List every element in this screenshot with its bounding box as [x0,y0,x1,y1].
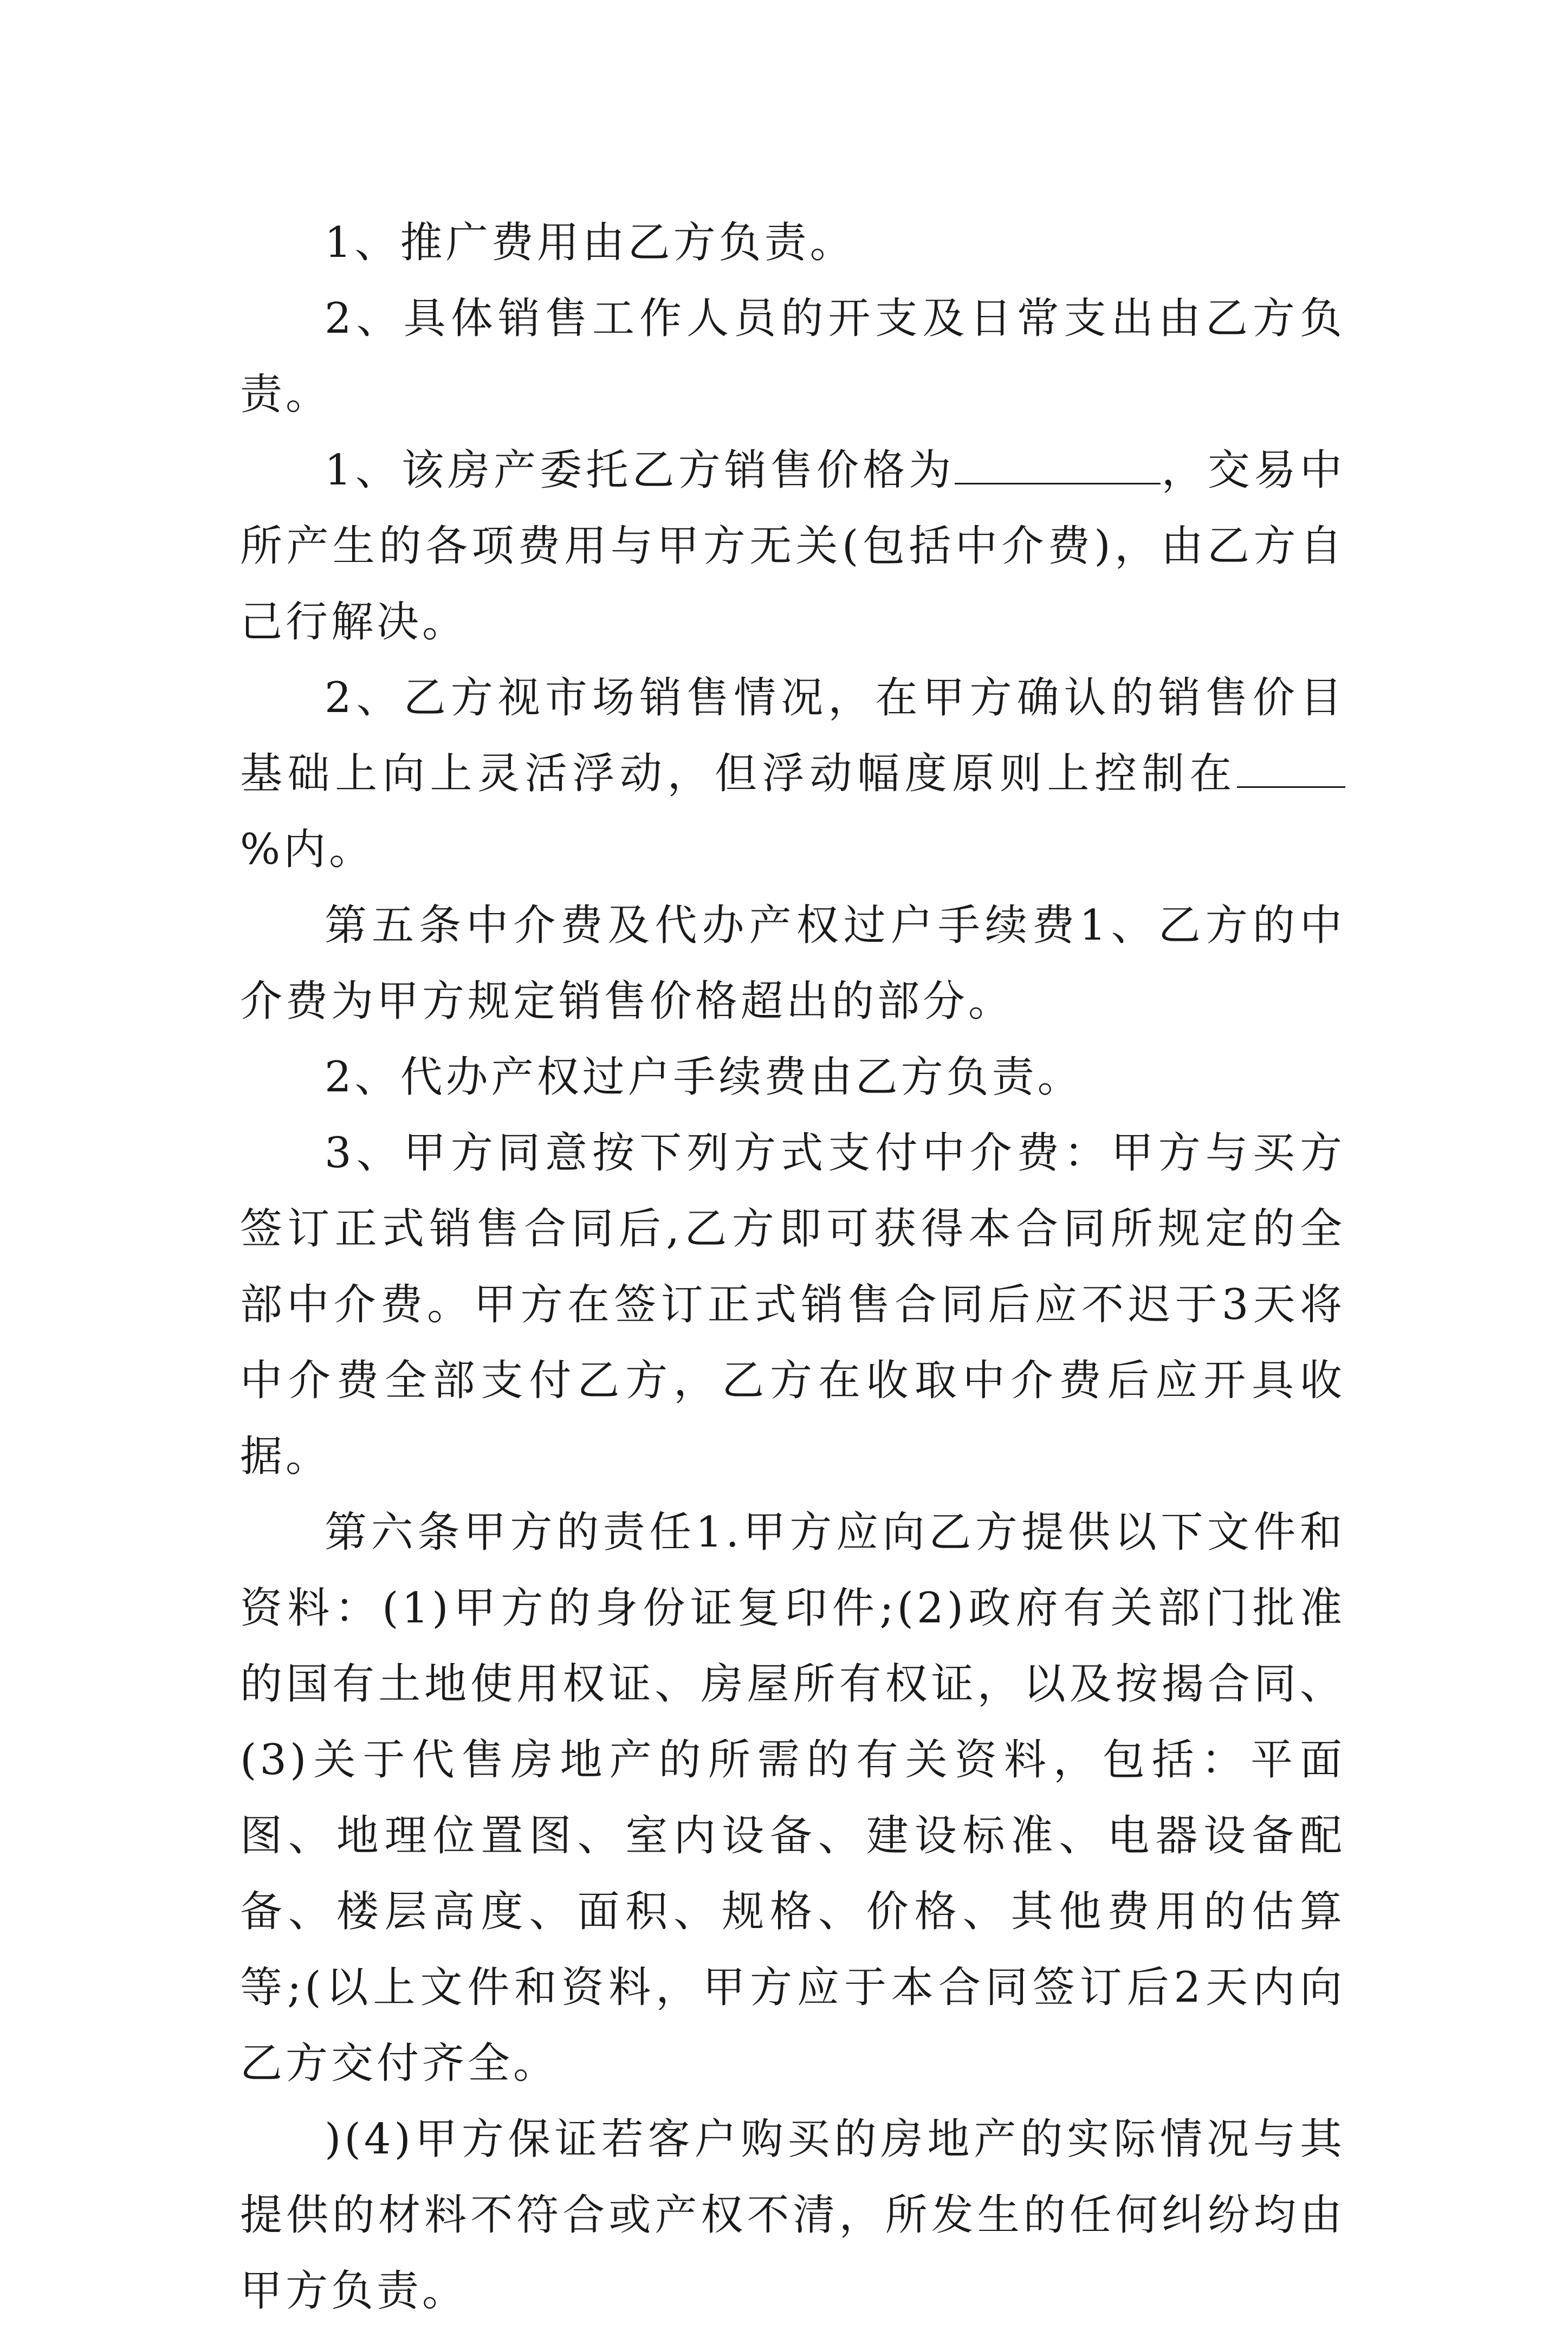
paragraph-sale-price-before: 1、该房产委托乙方销售价格为 [325,446,955,495]
paragraph-price-float-before: 2、乙方视市场销售情况，在甲方确认的销售价目基础上向上灵活浮动，但浮动幅度原则上控制在 [240,674,1345,798]
paragraph-promotion-fee: 1、推广费用由乙方负责。 [325,218,856,267]
paragraph-staff-expenses: 2、具体销售工作人员的开支及日常支出由乙方负责。 [240,294,1345,419]
percent-blank-line [1237,751,1345,788]
paragraph-price-float-after: %内。 [240,825,375,874]
price-blank-line [955,447,1161,484]
paragraph-sale-price [240,432,1345,660]
paragraph-article-6: 第六条甲方的责任1.甲方应向乙方提供以下文件和资料：(1)甲方的身份证复印件;(2)政府有关部门批准的国有土地使用权证、房屋所有权证，以及按揭合同、(3)关于代售房地产的所需的有关资料，包括：平面图、地理位置图、室内设备、建设标准、电器设备配备、楼层高度、面积、规格、价格、其他费用的估算等;(以上文件和资料，甲方应于本合同签订后2天内向乙方交付齐全。 [240,1508,1345,2088]
paragraph-sale-price-after: ，交易中所产生的各项费用与甲方无关(包括中介费)，由乙方自己行解决。 [240,446,1345,646]
paragraph-payment-method: 3、甲方同意按下列方式支付中介费：甲方与买方签订正式销售合同后,乙方即可获得本合同所规定的全部中介费。甲方在签订正式销售合同后应不迟于3天将中介费全部支付乙方，乙方在收取中介费后应开具收据。 [240,1129,1345,1481]
paragraph-price-float [240,660,1345,888]
document-body [240,205,1345,2329]
paragraph-guarantee: )(4)甲方保证若客户购买的房地产的实际情况与其提供的材料不符合或产权不清，所发生的任何纠纷均由甲方负责。 [240,2115,1345,2315]
paragraph-transfer-fee: 2、代办产权过户手续费由乙方负责。 [325,1053,1083,1102]
paragraph-article-5: 第五条中介费及代办产权过户手续费1、乙方的中介费为甲方规定销售价格超出的部分。 [240,901,1345,1026]
